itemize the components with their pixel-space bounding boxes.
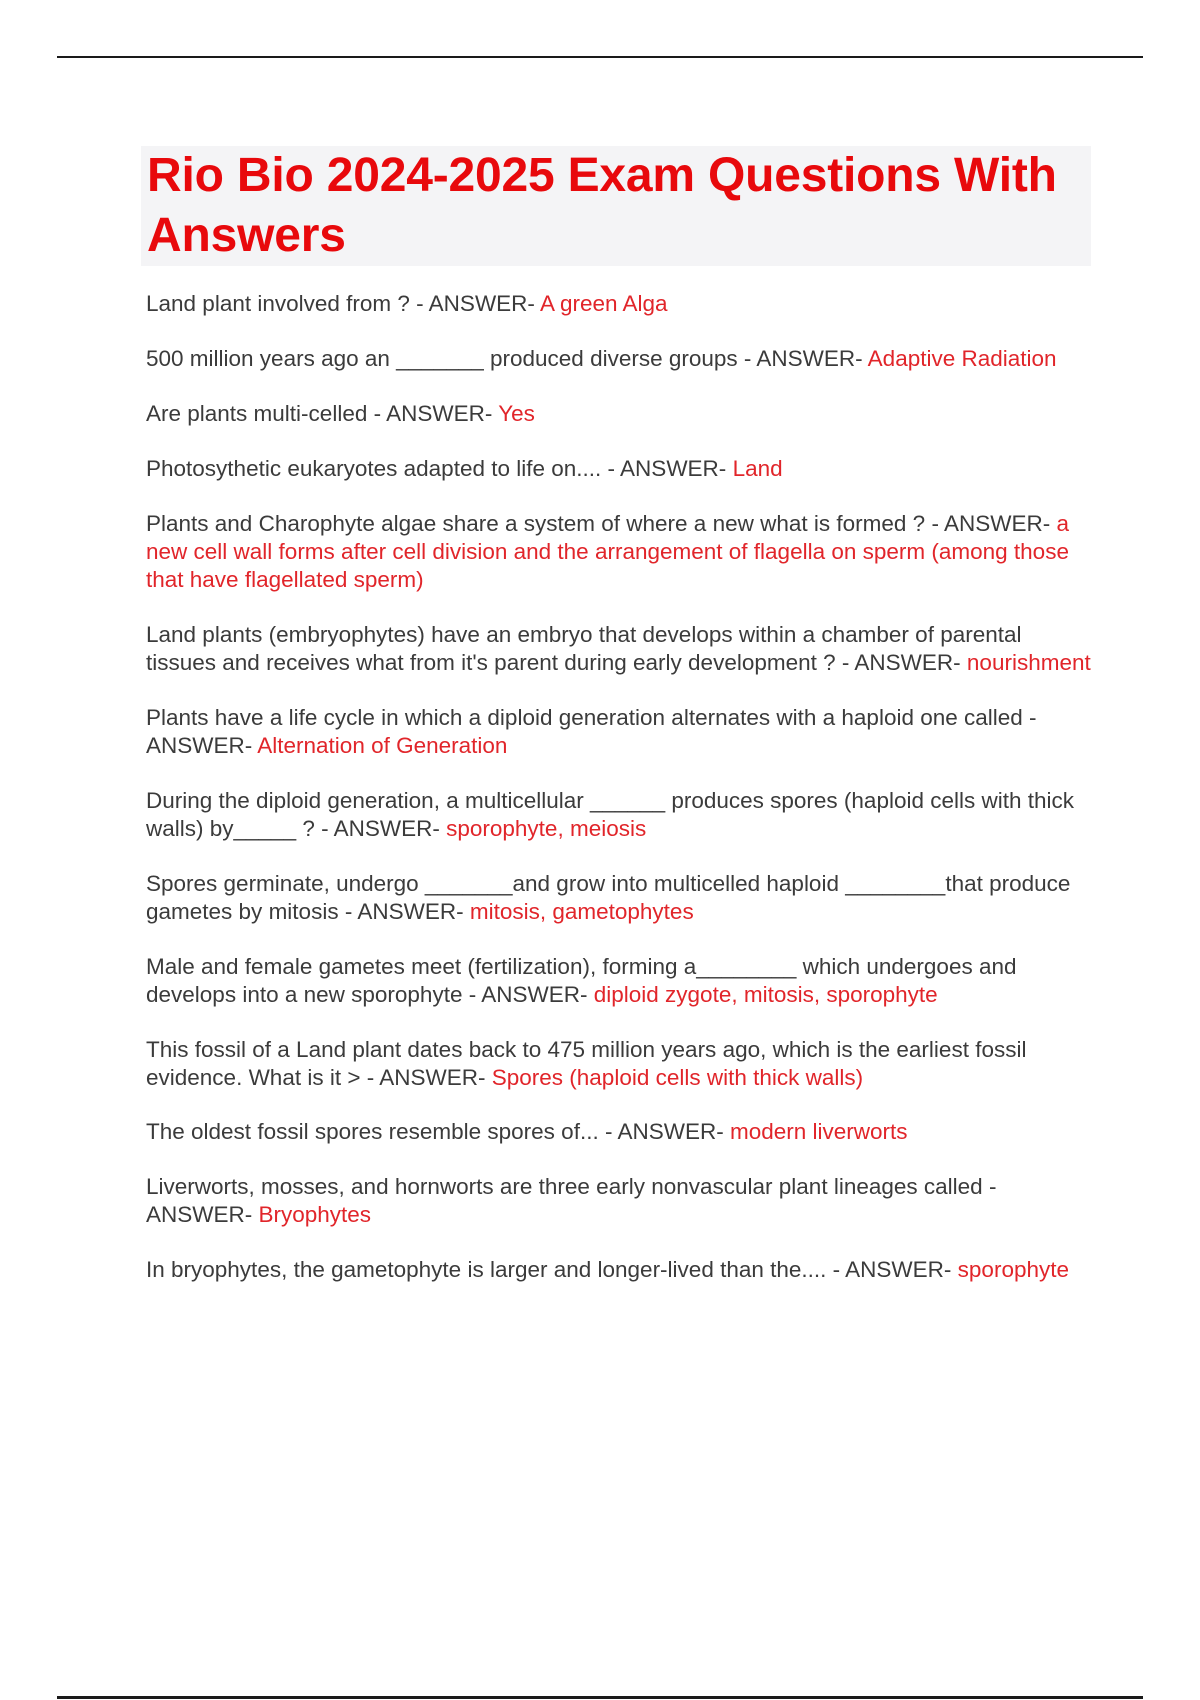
question-text: In bryophytes, the gametophyte is larger and longer-lived than the....	[146, 1257, 827, 1282]
answer-separator: - ANSWER-	[146, 705, 1037, 758]
answer-separator: - ANSWER-	[360, 1065, 492, 1090]
answer-separator: - ANSWER-	[367, 401, 499, 426]
answer-text: nourishment	[966, 650, 1091, 675]
answer-text: Adaptive Radiation	[867, 346, 1057, 371]
answer-text: Alternation of Generation	[257, 733, 508, 758]
question-text: The oldest fossil spores resemble spores of...	[146, 1119, 599, 1144]
answer-separator: - ANSWER-	[146, 1174, 997, 1227]
qa-item	[146, 787, 1096, 843]
answer-text: Bryophytes	[258, 1202, 372, 1227]
answer-separator: - ANSWER-	[737, 346, 868, 371]
answer-text: A green Alga	[539, 291, 668, 316]
question-text: During the diploid generation, a multicellular ______ produces spores (haploid cells with thick walls) by_____ ?	[146, 788, 1075, 841]
question-text: Spores germinate, undergo _______and grow into multicelled haploid ________that produce gametes by mitosis	[146, 871, 1071, 924]
answer-separator: - ANSWER-	[409, 291, 540, 316]
top-rule	[57, 56, 1143, 58]
question-text: Liverworts, mosses, and hornworts are three early nonvascular plant lineages called	[146, 1174, 983, 1199]
qa-list	[146, 290, 1096, 1311]
question-text: 500 million years ago an _______ produced diverse groups	[146, 346, 738, 371]
question-text: Plants have a life cycle in which a diploid generation alternates with a haploid one called	[146, 705, 1023, 730]
document-title: Rio Bio 2024-2025 Exam Questions With Answers	[147, 149, 1057, 262]
answer-separator: - ANSWER-	[598, 1119, 730, 1144]
answer-separator: - ANSWER-	[462, 982, 594, 1007]
answer-separator: - ANSWER-	[601, 456, 733, 481]
title-block	[141, 146, 1091, 266]
question-text: Land plant involved from ?	[146, 291, 410, 316]
qa-item	[146, 870, 1096, 926]
answer-separator: - ANSWER-	[925, 511, 1057, 536]
question-text: Photosythetic eukaryotes adapted to life on....	[146, 456, 602, 481]
qa-item	[146, 1256, 1096, 1284]
qa-item	[146, 345, 1096, 373]
answer-text: Yes	[498, 401, 535, 426]
qa-item	[146, 400, 1096, 428]
question-text: Land plants (embryophytes) have an embryo that develops within a chamber of parental tissues and receives what from it's parent during early development ?	[146, 622, 1022, 675]
qa-item	[146, 953, 1096, 1009]
answer-text: a new cell wall forms after cell division and the arrangement of flagella on sperm (among those that have flagellated sperm)	[146, 511, 1069, 592]
answer-text: sporophyte, meiosis	[446, 816, 647, 841]
answer-text: Spores (haploid cells with thick walls)	[491, 1065, 864, 1090]
qa-item	[146, 290, 1096, 318]
question-text: Plants and Charophyte algae share a system of where a new what is formed ?	[146, 511, 926, 536]
answer-text: Land	[732, 456, 783, 481]
answer-text: mitosis, gametophytes	[469, 899, 694, 924]
question-text: Are plants multi-celled	[146, 401, 368, 426]
question-text: This fossil of a Land plant dates back to 475 million years ago, which is the earliest fossil evidence. What is it >	[146, 1037, 1027, 1090]
answer-separator: - ANSWER-	[338, 899, 470, 924]
qa-item	[146, 704, 1096, 760]
qa-item	[146, 455, 1096, 483]
qa-item	[146, 1118, 1096, 1146]
answer-text: diploid zygote, mitosis, sporophyte	[593, 982, 938, 1007]
question-text: Male and female gametes meet (fertilization), forming a________ which undergoes and develops into a new sporophyte	[146, 954, 1017, 1007]
bottom-rule	[57, 1696, 1143, 1699]
answer-text: sporophyte	[957, 1257, 1069, 1282]
answer-text: modern liverworts	[729, 1119, 908, 1144]
qa-item	[146, 1036, 1096, 1092]
answer-separator: - ANSWER-	[826, 1257, 958, 1282]
qa-item	[146, 621, 1096, 677]
answer-separator: - ANSWER-	[835, 650, 967, 675]
answer-separator: - ANSWER-	[314, 816, 447, 841]
qa-item	[146, 510, 1096, 594]
qa-item	[146, 1173, 1096, 1229]
